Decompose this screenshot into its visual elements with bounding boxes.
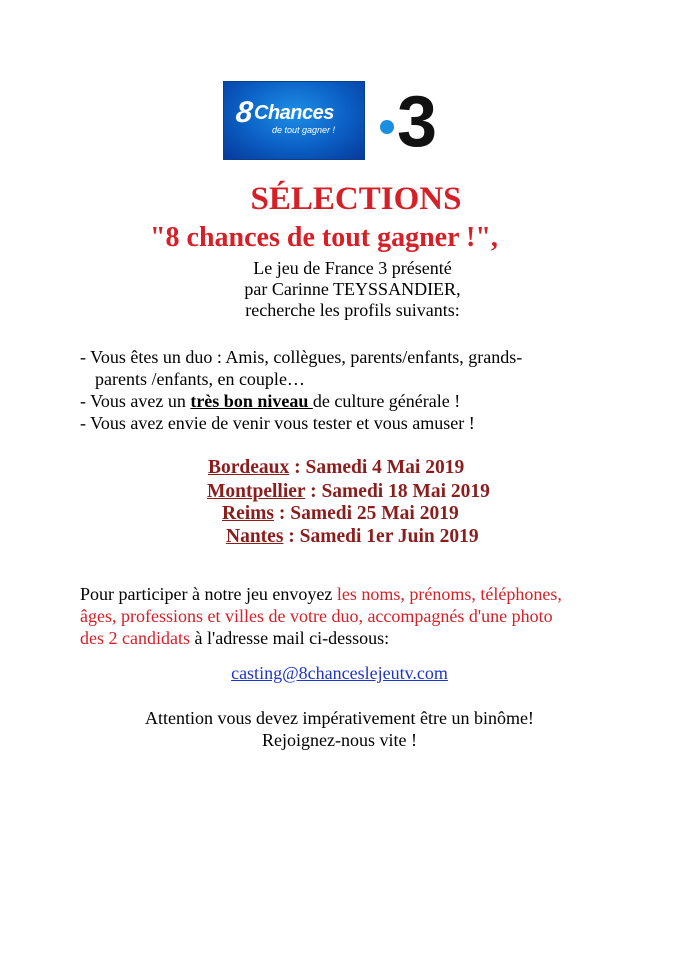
casting-email-link[interactable]: casting@8chanceslejeutv.com — [231, 663, 448, 683]
bullet-level — [80, 390, 640, 412]
date-montpellier — [207, 480, 490, 504]
bullet-level-emphasis: très bon niveau — [190, 391, 313, 411]
date-text: : Samedi 25 Mai 2019 — [274, 503, 459, 524]
intro-line: Le jeu de France 3 présenté — [253, 258, 452, 278]
logo-digit: 8 — [234, 96, 255, 129]
participation-line1 — [80, 583, 640, 605]
participation-text — [80, 583, 640, 649]
bullet-duo-line2: parents /enfants, en couple… — [95, 369, 305, 389]
date-reims — [222, 502, 459, 526]
date-bordeaux — [208, 456, 464, 480]
logo-tagline: de tout gagner ! — [272, 125, 336, 135]
france3-logo-number: 3 — [397, 82, 438, 162]
closing-line: Rejoignez-nous vite ! — [262, 730, 417, 750]
bullet-level-pre: - Vous avez un — [80, 391, 191, 411]
city-name: Reims — [222, 503, 274, 524]
date-text: : Samedi 1er Juin 2019 — [283, 526, 479, 547]
date-text: : Samedi 4 Mai 2019 — [289, 457, 465, 478]
date-nantes — [226, 525, 479, 549]
date-text: : Samedi 18 Mai 2019 — [305, 481, 490, 502]
intro-line: recherche les profils suivants: — [245, 300, 460, 320]
participation-line2: âges, professions et villes de votre duo, accompagnés d'une photo — [80, 606, 553, 626]
page-title: SÉLECTIONS — [250, 181, 462, 217]
closing-line: Attention vous devez impérativement être un binôme! — [145, 708, 534, 728]
france3-dot-icon — [380, 120, 394, 134]
participation-black: à l'adresse mail ci-dessous: — [189, 628, 390, 648]
show-subtitle: "8 chances de tout gagner !", — [150, 222, 498, 253]
intro-text — [150, 258, 555, 321]
participation-black: Pour participer à notre jeu envoyez — [80, 584, 337, 604]
bullet-level-post: de culture générale ! — [312, 391, 461, 411]
participation-red: des 2 candidats — [80, 628, 190, 648]
intro-line: par Carinne TEYSSANDIER, — [244, 279, 461, 299]
profile-bullets — [80, 346, 640, 434]
bullet-duo-line1: - Vous êtes un duo : Amis, collègues, parents/enfants, grands- — [80, 347, 523, 367]
bullet-fun: - Vous avez envie de venir vous tester et vous amuser ! — [80, 413, 475, 433]
logo-word: Chances — [254, 102, 334, 124]
city-name: Montpellier — [207, 481, 306, 502]
participation-line3 — [80, 627, 640, 649]
closing-text — [0, 707, 679, 751]
city-name: Bordeaux — [208, 457, 290, 478]
participation-red: les noms, prénoms, téléphones, — [336, 584, 562, 604]
8-chances-logo — [223, 81, 365, 160]
city-name: Nantes — [226, 526, 284, 547]
